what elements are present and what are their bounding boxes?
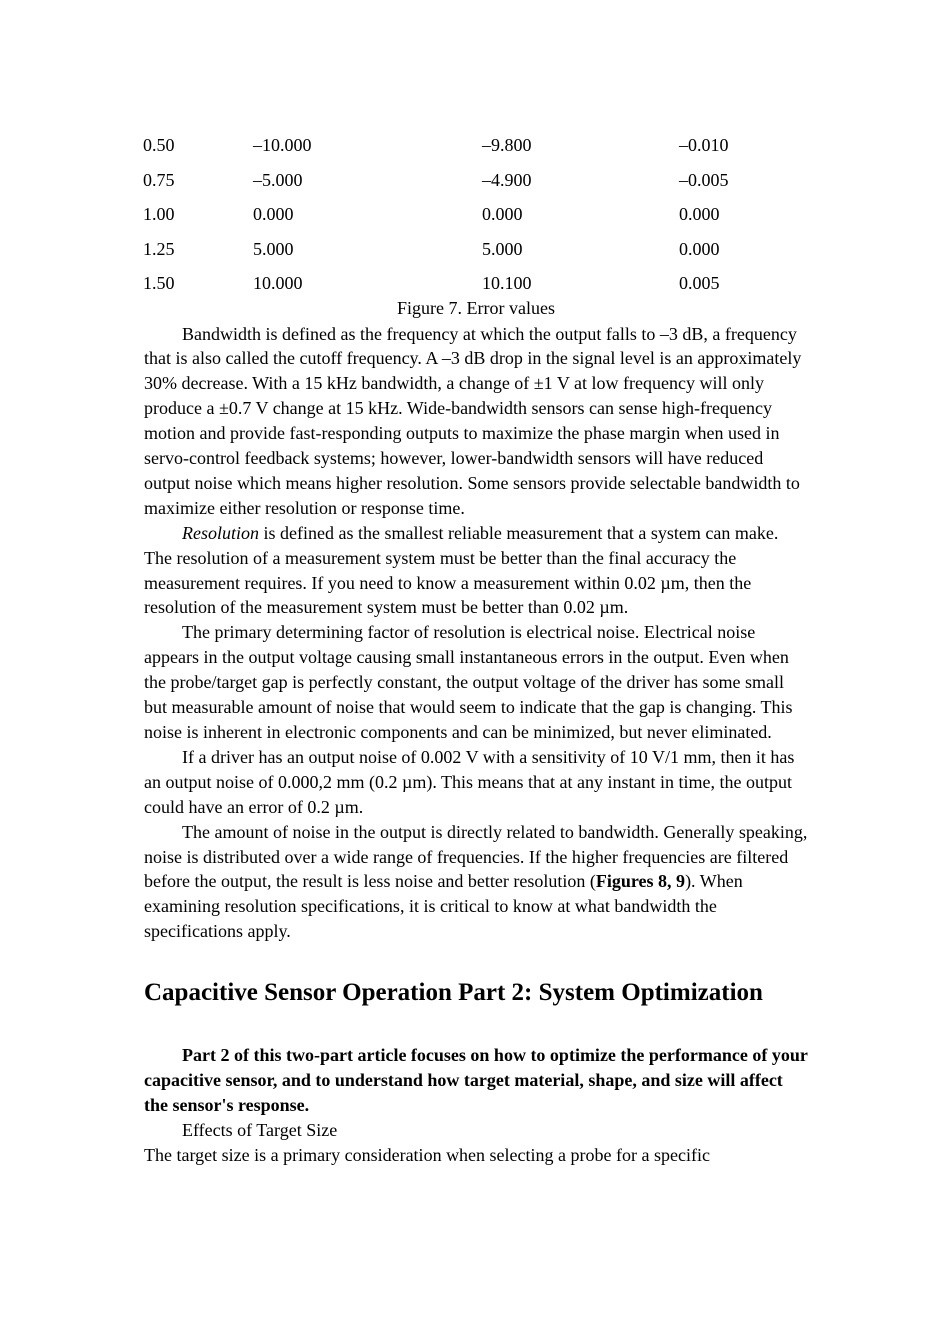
subheading-target-size: Effects of Target Size (182, 1119, 338, 1140)
table-cell: 5.000 (253, 238, 294, 259)
table-row (143, 266, 799, 301)
error-values-table (143, 128, 799, 301)
section-heading: Capacitive Sensor Operation Part 2: System Optimization (144, 979, 763, 1007)
noise-paragraph: The primary determining factor of resolution is electrical noise. Electrical noise appears in the output voltage causing small instantaneous errors in the output. Even when the probe/target gap is perfectly constant, the output voltage of the driver has some small but measurable amount of noise that would seem to indicate that the gap is changing. This noise is inherent in electronic components and can be minimized, but never eliminated. (144, 622, 793, 742)
table-cell: 1.25 (143, 238, 175, 259)
table-cell: 10.100 (482, 273, 532, 294)
document-page (144, 128, 808, 1168)
table-cell: –0.005 (679, 169, 729, 190)
table-cell: –0.010 (679, 135, 729, 156)
table-row (143, 163, 799, 198)
table-cell: 0.000 (482, 204, 523, 225)
table-cell: 0.000 (253, 204, 294, 225)
table-cell: 5.000 (482, 238, 523, 259)
noise-bandwidth-paragraph (144, 820, 808, 945)
driver-noise-paragraph: If a driver has an output noise of 0.002 V with a sensitivity of 10 V/1 mm, then it has an output noise of 0.000,2 mm (0.2 µm). This means that at any instant in time, the output could have an error of 0.2 µm. (144, 746, 795, 817)
table-cell: –9.800 (482, 135, 532, 156)
table-row (143, 232, 799, 267)
table-cell: –10.000 (253, 135, 312, 156)
table-cell: 0.50 (143, 135, 175, 156)
figures-reference: Figures 8, 9 (595, 871, 686, 892)
figure-caption: Figure 7. Error values (397, 297, 555, 318)
table-cell: 0.000 (679, 204, 720, 225)
resolution-paragraph (144, 521, 808, 621)
table-row (143, 197, 799, 232)
table-cell: 10.000 (253, 273, 303, 294)
table-cell: –4.900 (482, 169, 532, 190)
noise-bandwidth-text-start: The amount of noise in the output is directly related to bandwidth. Generally speaking, noise is distributed over a wide range of frequencies. If the higher frequencies are filtered before the output, the result is less noise and better resolution ( (144, 821, 808, 892)
bandwidth-paragraph: Bandwidth is defined as the frequency at which the output falls to –3 dB, a frequency that is also called the cutoff frequency. A –3 dB drop in the signal level is an approximately 30% decrease. With a 15 kHz bandwidth, a change of ±1 V at low frequency will only produce a ±0.7 V change at 15 kHz. Wide-bandwidth sensors can sense high-frequency motion and provide fast-responding outputs to maximize the phase margin when used in servo-control feedback systems; however, lower-bandwidth sensors will have reduced output noise which means higher resolution. Some sensors provide selectable bandwidth to maximize either resolution or response time. (144, 323, 802, 518)
resolution-term: Resolution (182, 522, 259, 543)
table-row (143, 128, 799, 163)
section-lead-paragraph: Part 2 of this two-part article focuses on how to optimize the performance of your capacitive sensor, and to understand how target material, shape, and size will affect the sensor's response. (144, 1045, 808, 1115)
resolution-text: is defined as the smallest reliable measurement that a system can make. The resolution of a measurement system must be better than the final accuracy the measurement requires. If you need to know a measurement within 0.02 µm, then the resolution of the measurement system must be better than 0.02 µm. (144, 522, 779, 618)
table-cell: 0.75 (143, 169, 175, 190)
table-cell: 1.00 (143, 204, 175, 225)
table-cell: –5.000 (253, 169, 303, 190)
target-size-paragraph: The target size is a primary consideration when selecting a probe for a specific (144, 1144, 710, 1165)
noise-bandwidth-text-end: ). When examining resolution specifications, it is critical to know at what bandwidth the specifications apply. (144, 871, 743, 942)
table-cell: 0.005 (679, 273, 720, 294)
table-cell: 0.000 (679, 238, 720, 259)
table-cell: 1.50 (143, 273, 175, 294)
